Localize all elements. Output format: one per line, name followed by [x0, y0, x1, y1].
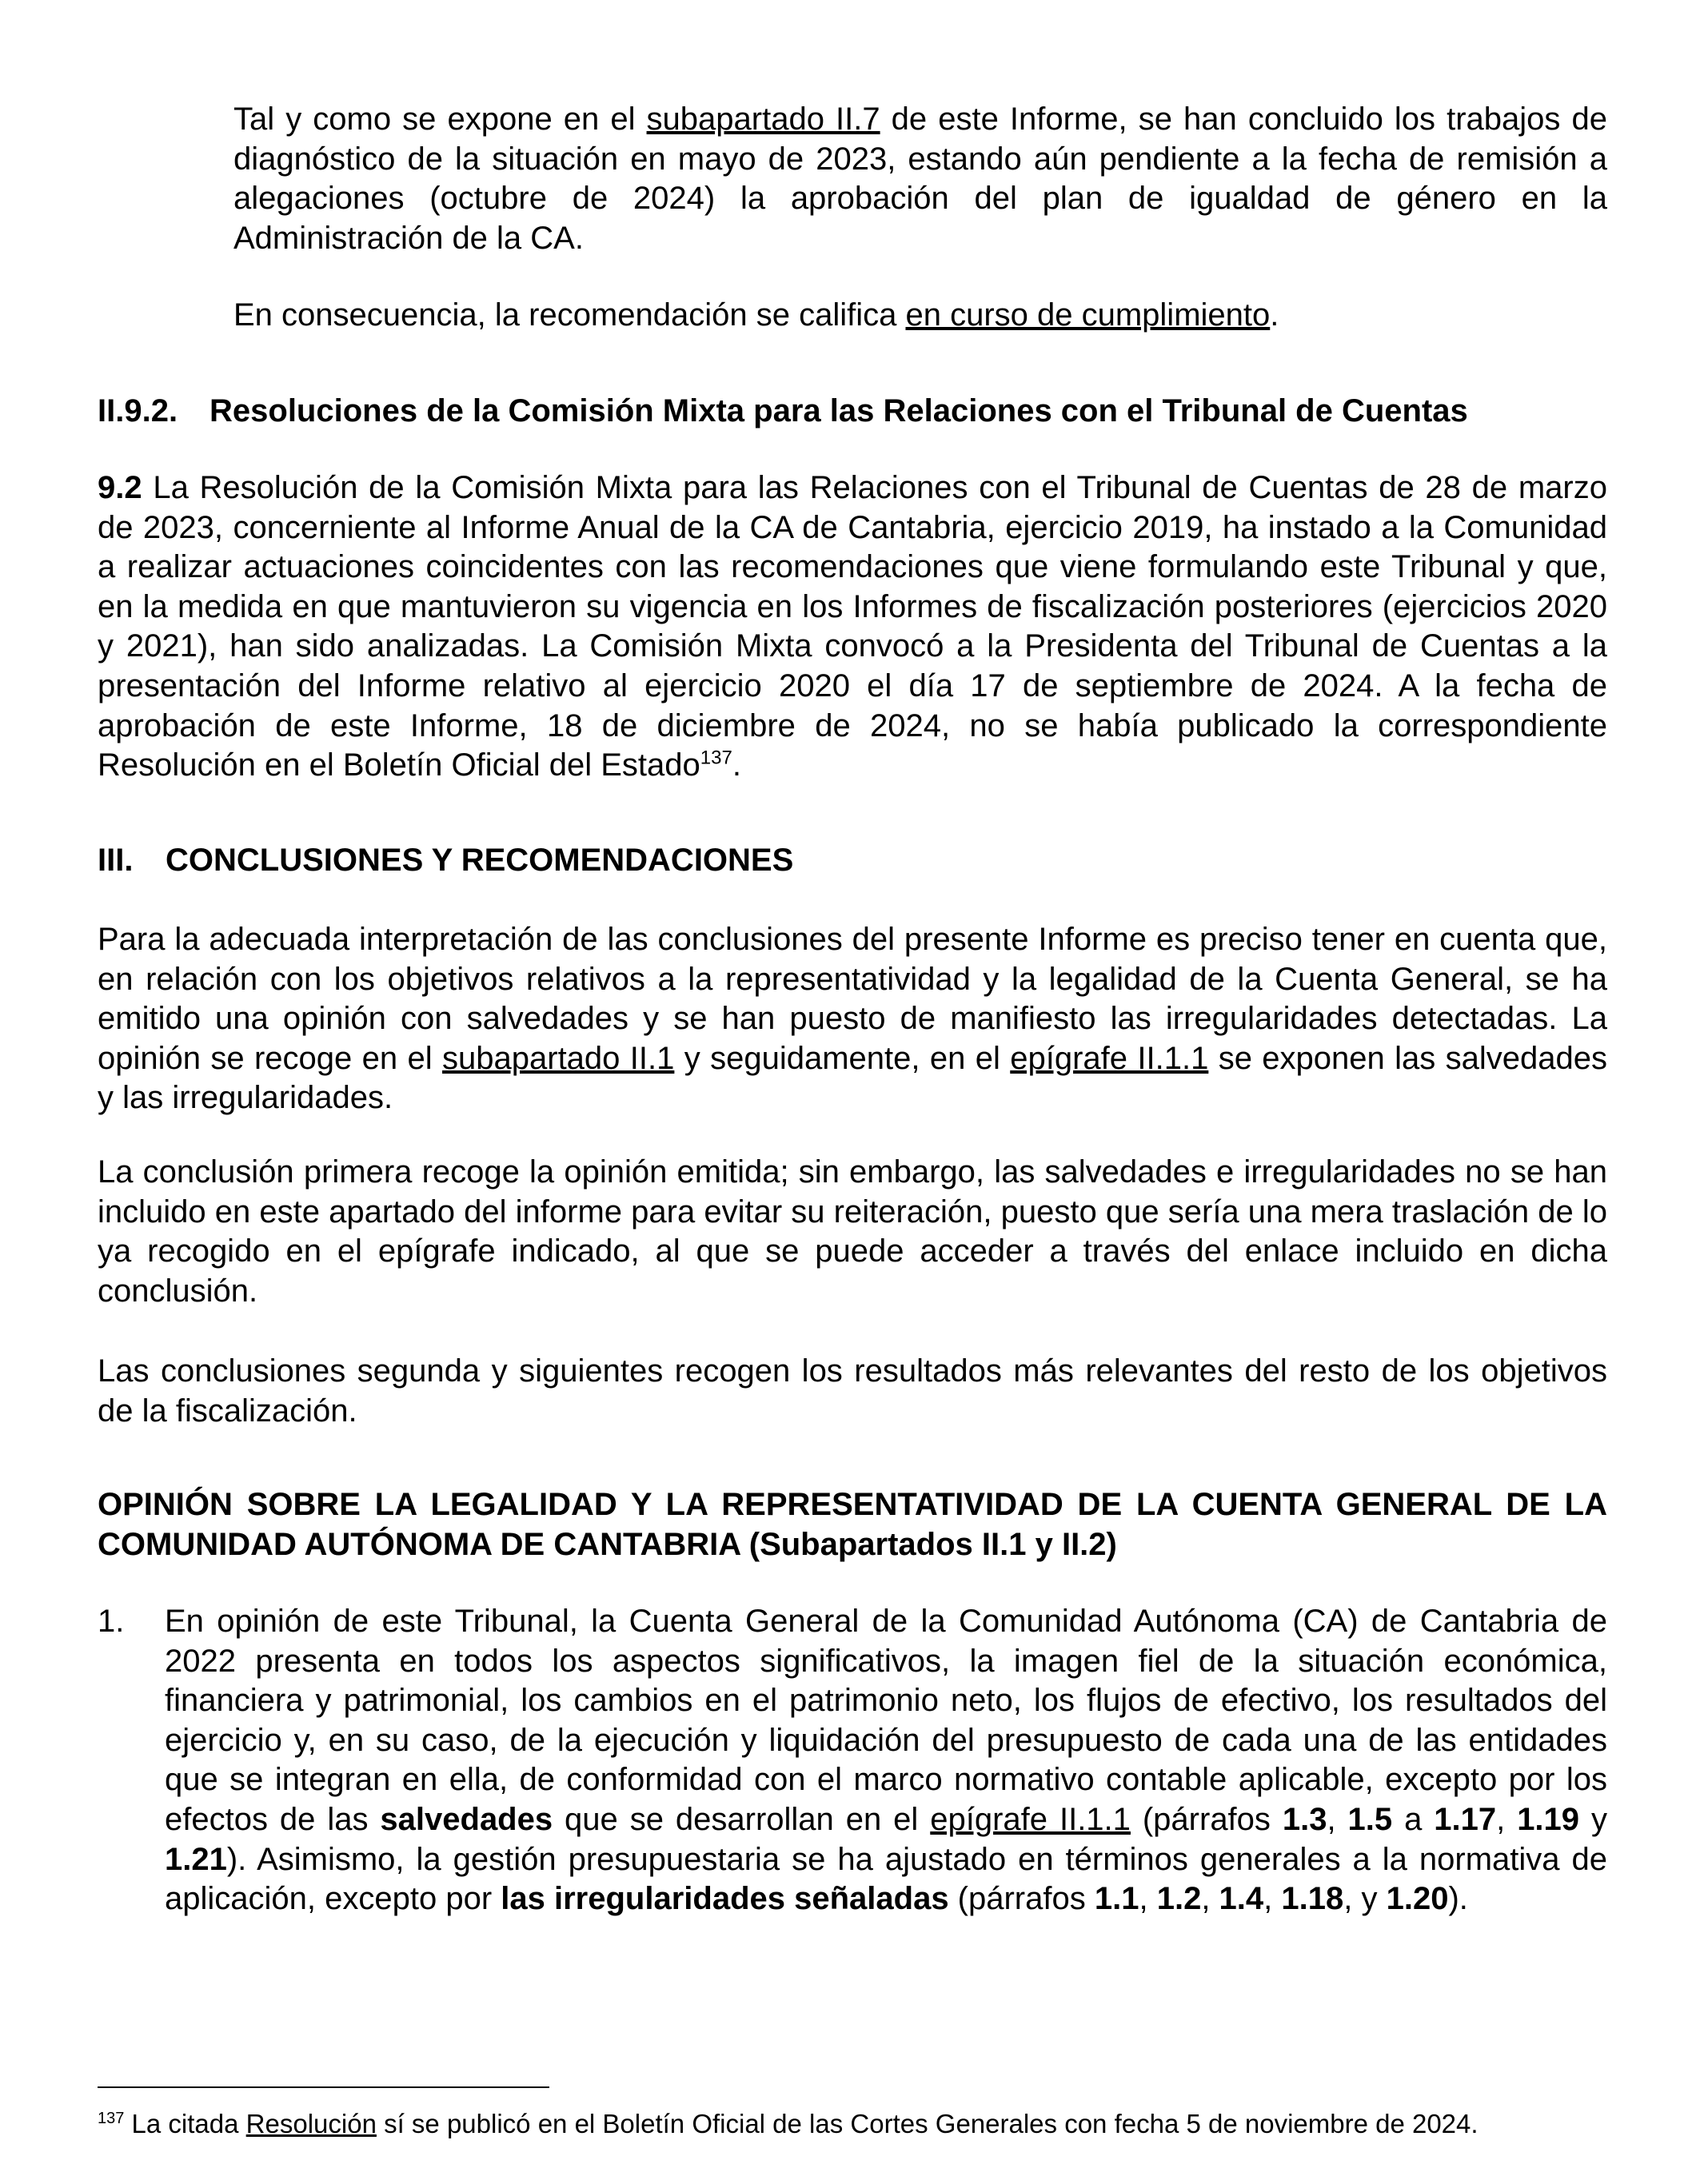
section-heading-ii92	[98, 392, 1468, 432]
paragraph-interpretacion	[98, 920, 1607, 1118]
paragraph-ref: 1.17	[1434, 1801, 1497, 1837]
section-title: Resoluciones de la Comisión Mixta para las Relaciones con el Tribunal de Cuentas	[210, 393, 1468, 428]
section-number: II.9.2.	[98, 393, 178, 428]
paragraph-conclusion-primera: La conclusión primera recoge la opinión emitida; sin embargo, las salvedades e irregularidades no se han incluido en este apartado del informe para evitar su reiteración, puesto que sería una mera traslación de lo ya recogido en el epígrafe indicado, al que se puede acceder a través del enlace incluido en dicha conclusión.	[98, 1154, 1607, 1309]
text: se exponen las salvedades y las irregularidades.	[98, 1040, 1608, 1116]
text: ,	[1201, 1881, 1219, 1917]
text: ).	[1448, 1881, 1468, 1917]
paragraph-calificacion	[233, 296, 1607, 336]
bold-text: salvedades	[380, 1801, 553, 1837]
paragraph-ref: 1.5	[1347, 1801, 1393, 1837]
text: ,	[1327, 1801, 1348, 1837]
paragraph-number: 9.2	[98, 470, 142, 505]
section-number: III.	[98, 843, 134, 878]
footnote-ref[interactable]: 137	[700, 747, 732, 769]
footnote-137	[98, 2109, 1617, 2139]
paragraph-ref: 1.19	[1517, 1801, 1580, 1837]
section-title: CONCLUSIONES Y RECOMENDACIONES	[166, 843, 794, 878]
text: ,	[1263, 1881, 1282, 1917]
link-subapartado-ii1[interactable]: subapartado II.1	[442, 1040, 675, 1076]
text: de este Informe, se han concluido los trabajos de diagnóstico de la situación en mayo de 2023, estando aún pendiente a la fecha de remisión a alegaciones (octubre de 2024) la aprobación del plan de igualdad de género en la Administración de la CA.	[233, 102, 1607, 256]
paragraph-ref: 1.20	[1386, 1881, 1449, 1917]
text: ,	[1496, 1801, 1518, 1837]
bold-text: las irregularidades señaladas	[501, 1881, 949, 1917]
paragraph-plan-igualdad	[233, 100, 1607, 258]
list-item-number: 1.	[98, 1604, 125, 1639]
underlined-status: en curso de cumplimiento	[905, 297, 1271, 333]
footnote-number: 137	[98, 2110, 125, 2127]
paragraph-9-2	[98, 468, 1607, 786]
link-epigrafe-ii11[interactable]: epígrafe II.1.1	[930, 1801, 1131, 1837]
text: Para la adecuada interpretación de las conclusiones del presente Informe es preciso tener en cuenta que, en relación con los objetivos relativos a la representatividad y la legalidad de la Cuenta General, se ha emitido una opinión con salvedades y se han puesto de manifiesto las irregularidades detectadas. La opinión se recoge en el	[98, 922, 1607, 1076]
text: En consecuencia, la recomendación se califica	[233, 297, 906, 333]
opinion-heading: OPINIÓN SOBRE LA LEGALIDAD Y LA REPRESENTATIVIDAD DE LA CUENTA GENERAL DE LA COMUNIDAD AUTÓNOMA DE CANTABRIA (Subapartados II.1 y II.2)	[98, 1487, 1607, 1562]
text: .	[1270, 297, 1279, 333]
list-item-opinion	[165, 1602, 1607, 1919]
text: En opinión de este Tribunal, la Cuenta General de la Comunidad Autónoma (CA) de Cantabria de 2022 presenta en todos los aspectos significativos, la imagen fiel de la situación económica, financiera y patrimonial, los cambios en el patrimonio neto, los flujos de efectivo, los resultados del ejercicio y, en su caso, de la ejecución y liquidación del presupuesto de cada una de las entidades que se integran en ella, de conformidad con el marco normativo contable aplicable, excepto por los efectos de las	[165, 1604, 1607, 1837]
text: La Resolución de la Comisión Mixta para las Relaciones con el Tribunal de Cuentas de 28 de marzo de 2023, concerniente al Informe Anual de la CA de Cantabria, ejercicio 2019, ha instado a la Comunidad a realizar actuaciones coincidentes con las recomendaciones que viene formulando este Tribunal y que, en la medida en que mantuvieron su vigencia en los Informes de fiscalización posteriores (ejercicios 2020 y 2021), han sido analizadas. La Comisión Mixta convocó a la Presidenta del Tribunal de Cuentas a la presentación del Informe relativo al ejercicio 2020 el día 17 de septiembre de 2024. A la fecha de aprobación de este Informe, 18 de diciembre de 2024, no se había publicado la correspondiente Resolución en el Boletín Oficial del Estado	[98, 470, 1607, 783]
link-subapartado-ii7[interactable]: subapartado II.7	[646, 102, 880, 137]
paragraph-ref: 1.4	[1219, 1881, 1264, 1917]
paragraph-ref: 1.21	[165, 1841, 227, 1877]
paragraph-ref: 1.1	[1094, 1881, 1139, 1917]
paragraph-conclusiones-siguientes: Las conclusiones segunda y siguientes recogen los resultados más relevantes del resto de los objetivos de la fiscalización.	[98, 1353, 1607, 1429]
text: y seguidamente, en el	[674, 1040, 1011, 1076]
paragraph-ref: 1.18	[1281, 1881, 1344, 1917]
text: .	[732, 747, 741, 783]
link-epigrafe-ii11[interactable]: epígrafe II.1.1	[1010, 1040, 1209, 1076]
text: ,	[1139, 1881, 1157, 1917]
paragraph-ref: 1.2	[1156, 1881, 1202, 1917]
text: (párrafos	[948, 1881, 1095, 1917]
text: y	[1579, 1801, 1607, 1837]
text: sí se publicó en el Boletín Oficial de las Cortes Generales con fecha 5 de noviembre de 2024.	[376, 2109, 1479, 2138]
text: (párrafos	[1130, 1801, 1283, 1837]
text: que se desarrollan en el	[553, 1801, 931, 1837]
text: La citada	[124, 2109, 246, 2138]
paragraph-ref: 1.3	[1282, 1801, 1327, 1837]
text: Tal y como se expone en el	[233, 102, 647, 137]
text: , y	[1343, 1881, 1387, 1917]
footnote-separator	[98, 2086, 549, 2088]
link-resolucion[interactable]: Resolución	[245, 2109, 377, 2138]
text: ). Asimismo, la gestión presupuestaria se ha ajustado en términos generales a la normativa de aplicación, excepto por	[165, 1841, 1607, 1917]
text: a	[1392, 1801, 1435, 1837]
section-heading-iii	[98, 841, 794, 881]
